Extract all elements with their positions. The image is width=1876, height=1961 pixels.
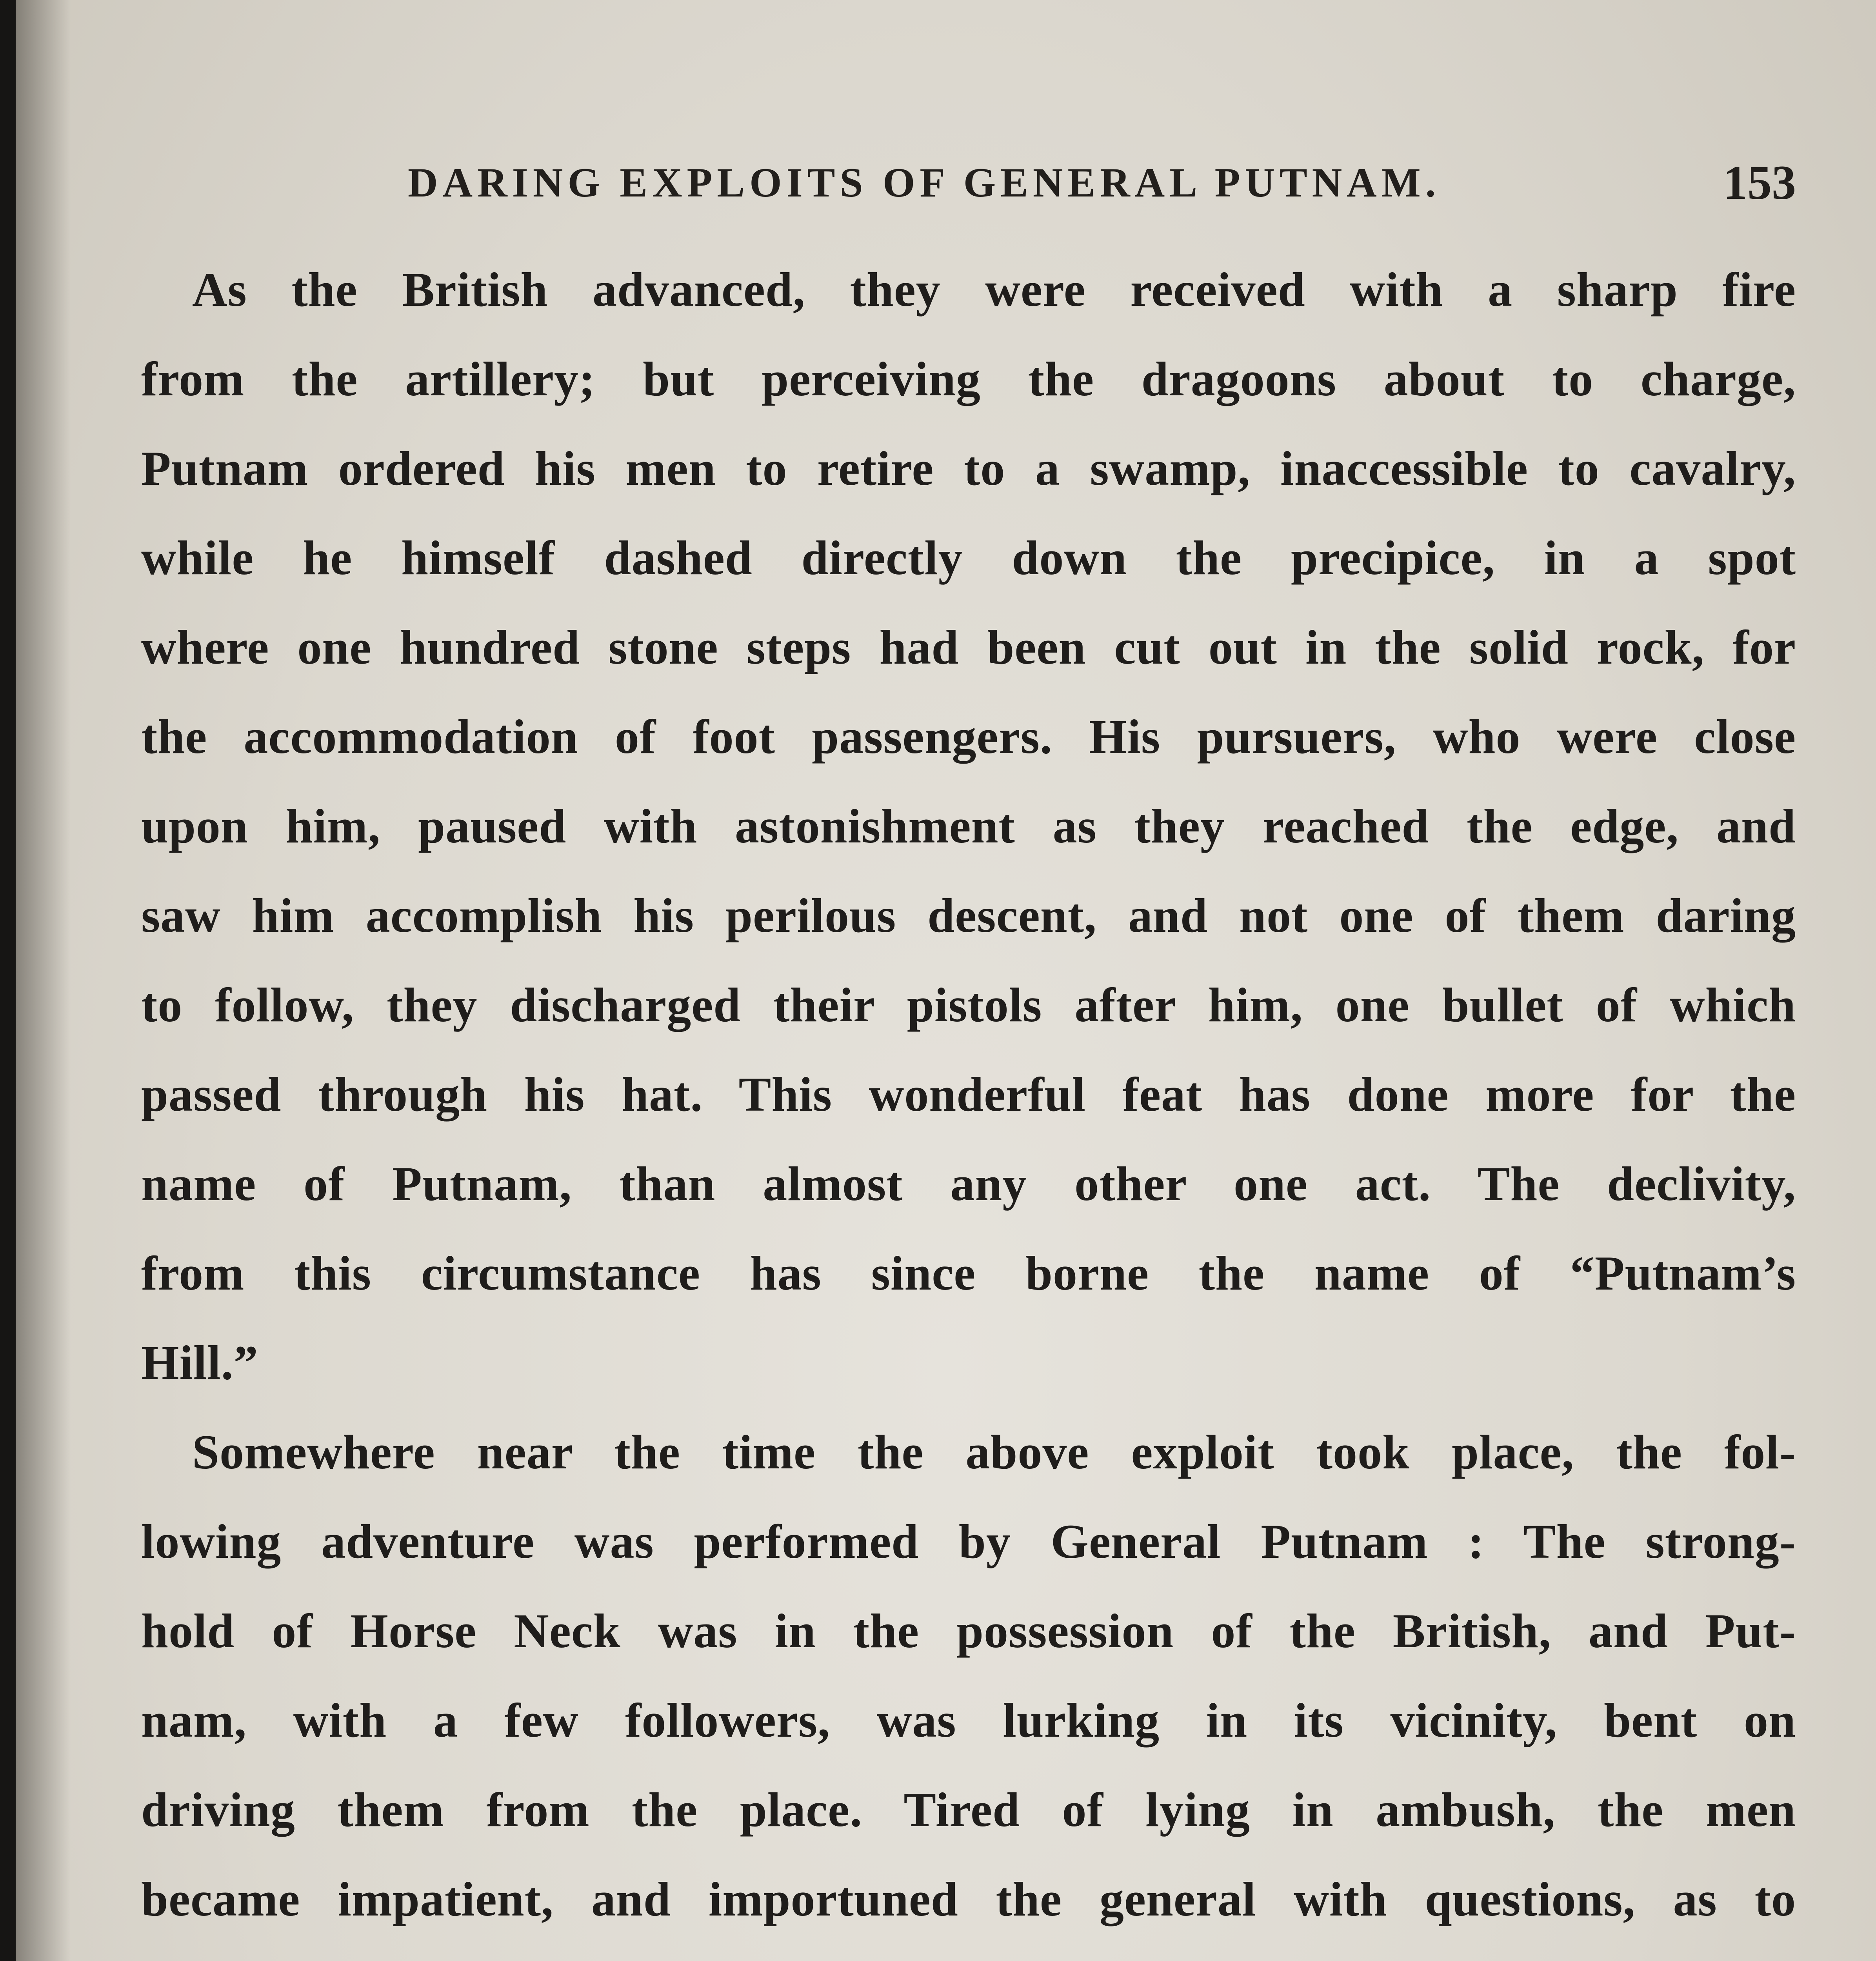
text-line: while he himself dashed directly down the precipice, in a spot [141, 531, 1796, 585]
text-line: As the British advanced, they were received with a sharp fire [192, 263, 1796, 317]
text-line: became impatient, and importuned the general with questions, as to [141, 1872, 1796, 1926]
text-line: upon him, paused with astonishment as they reached the edge, and [141, 799, 1796, 853]
text-line: Putnam ordered his men to retire to a swamp, inaccessible to cavalry, [141, 442, 1796, 495]
text-line: name of Putnam, than almost any other one act. The declivity, [141, 1157, 1796, 1211]
body-text [141, 245, 1796, 1961]
text-line: lowing adventure was performed by General Putnam : The strong- [141, 1515, 1796, 1568]
text-line: from the artillery; but perceiving the dragoons about to charge, [141, 352, 1796, 406]
running-title: DARING EXPLOITS OF GENERAL PUTNAM. [408, 160, 1441, 206]
text-line: to follow, they discharged their pistols after him, one bullet of which [141, 978, 1796, 1032]
text-line: from this circumstance has since borne the name of “Putnam’s [141, 1246, 1796, 1300]
text-line: where one hundred stone steps had been cut out in the solid rock, for [141, 620, 1796, 674]
text-line: nam, with a few followers, was lurking in its vicinity, bent on [141, 1694, 1796, 1747]
page-number: 153 [1723, 156, 1796, 209]
spine-shadow [16, 0, 71, 1961]
text-line [141, 1944, 1796, 1961]
running-header [408, 156, 1796, 210]
text-line: Hill.” [141, 1336, 258, 1390]
text-line: hold of Horse Neck was in the possession of the British, and Put- [141, 1604, 1796, 1658]
text-line: driving them from the place. Tired of lying in ambush, the men [141, 1783, 1796, 1837]
book-page [16, 0, 1876, 1961]
text-line: saw him accomplish his perilous descent, and not one of them daring [141, 889, 1796, 942]
text-line: passed through his hat. This wonderful feat has done more for the [141, 1068, 1796, 1121]
text-line: Somewhere near the time the above exploit took place, the fol- [192, 1425, 1796, 1479]
text-line: the accommodation of foot passengers. His pursuers, who were close [141, 710, 1796, 764]
